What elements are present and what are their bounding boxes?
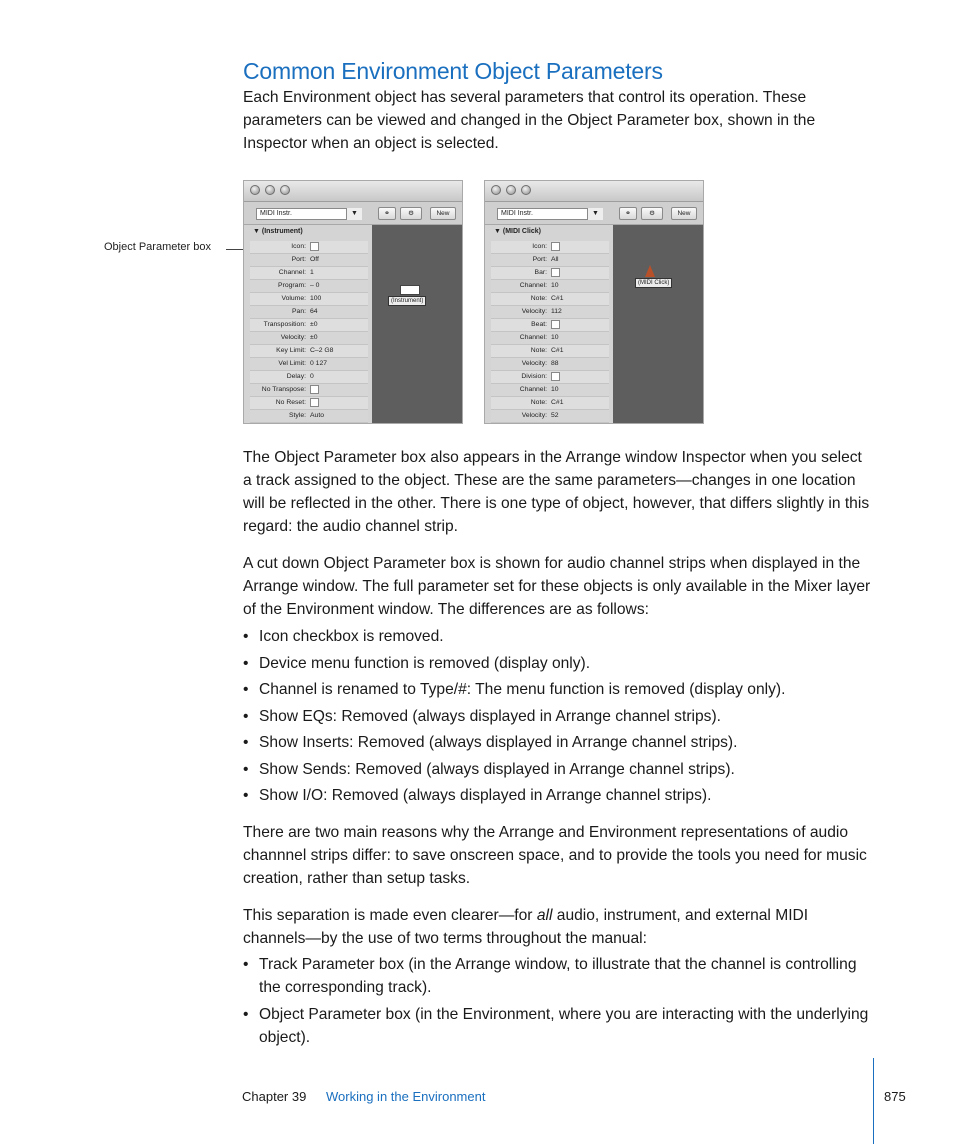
- parameter-checkbox[interactable]: [310, 242, 319, 251]
- parameter-value[interactable]: All: [551, 256, 559, 263]
- parameter-checkbox[interactable]: [551, 242, 560, 251]
- parameter-value[interactable]: [551, 267, 563, 279]
- parameter-label: Style:: [289, 412, 306, 419]
- new-button[interactable]: New: [671, 207, 697, 220]
- bullet-marker: •: [243, 681, 249, 698]
- parameter-value[interactable]: [310, 397, 322, 409]
- list-item-text: Track Parameter box (in the Arrange window, to illustrate that the channel is controlling the corresponding track).: [259, 956, 857, 996]
- parameter-label: Velocity:: [280, 334, 306, 341]
- parameter-row[interactable]: [491, 254, 609, 267]
- toolbar: [244, 202, 462, 225]
- parameter-value[interactable]: 0: [310, 373, 314, 380]
- bullet-marker: •: [243, 787, 249, 804]
- parameter-row[interactable]: [491, 410, 609, 423]
- metronome-icon[interactable]: [645, 265, 655, 277]
- parameter-row[interactable]: [250, 241, 368, 254]
- list-item-text: Object Parameter box (in the Environment, where you are interacting with the underlying object).: [259, 1005, 869, 1046]
- parameter-row[interactable]: [491, 397, 609, 410]
- parameter-value[interactable]: 0 127: [310, 360, 328, 367]
- parameter-row[interactable]: [250, 267, 368, 280]
- parameter-label: Note:: [530, 347, 547, 354]
- chevron-down-icon[interactable]: ▼: [587, 208, 603, 220]
- parameter-label: Division:: [521, 373, 547, 380]
- list-item: [243, 1003, 873, 1049]
- paragraph-reasons: There are two main reasons why the Arrange and Environment representations of audio channnel strips differ: to save onscreen space, and to provide the tools you need for music creation, rather than setup tasks.: [243, 824, 867, 887]
- list-item: [243, 625, 873, 648]
- parameter-label: Velocity:: [521, 360, 547, 367]
- parameter-value[interactable]: 1: [310, 269, 314, 276]
- parameter-row[interactable]: [250, 319, 368, 332]
- parameter-row[interactable]: [250, 397, 368, 410]
- parameter-value[interactable]: ±0: [310, 334, 318, 341]
- new-button[interactable]: New: [430, 207, 456, 220]
- parameter-value[interactable]: [551, 319, 563, 331]
- parameter-label: Volume:: [281, 295, 306, 302]
- parameter-row[interactable]: [250, 345, 368, 358]
- list-item-text: Show EQs: Removed (always displayed in Arrange channel strips).: [259, 707, 721, 725]
- list-item-text: Show I/O: Removed (always displayed in Arrange channel strips).: [259, 787, 712, 804]
- footer-section-link[interactable]: Working in the Environment: [326, 1089, 486, 1104]
- link-icon[interactable]: ⚭: [619, 207, 637, 220]
- parameter-row[interactable]: [491, 280, 609, 293]
- parameter-box-header[interactable]: ▼ (MIDI Click): [494, 228, 541, 235]
- footer-chapter: Chapter 39: [242, 1089, 307, 1104]
- parameter-label: Channel:: [519, 334, 547, 341]
- parameter-label: Pan:: [292, 308, 306, 315]
- parameter-label: Channel:: [519, 282, 547, 289]
- parameter-value[interactable]: 88: [551, 360, 559, 367]
- differences-list: [243, 625, 873, 811]
- parameter-label: No Transpose:: [261, 386, 306, 393]
- paragraph-arrange-inspector: The Object Parameter box also appears in the Arrange window Inspector when you select a track assigned to the object. These are the same parameters—changes in one location will be reflected in the other. There is one type of object, however, that differs slightly in this regard: the audio channel strip.: [243, 449, 870, 535]
- toolbar: [485, 202, 703, 225]
- environment-window-midi-click: [484, 180, 704, 424]
- parameter-value[interactable]: 10: [551, 334, 559, 341]
- parameter-label: Program:: [278, 282, 306, 289]
- gear-icon[interactable]: ⚙: [641, 207, 663, 220]
- zoom-button[interactable]: [280, 185, 290, 195]
- intro-paragraph: Each Environment object has several parameters that control its operation. These parameters can be viewed and changed in the Object Parameter box, shown in the Inspector when an object is selected.: [243, 89, 816, 152]
- paragraph-cut-down: A cut down Object Parameter box is shown for audio channel strips when displayed in the Arrange window. The full parameter set for these objects is only available in the Mixer layer of the Environment window. The differences are as follows:: [243, 555, 871, 618]
- close-button[interactable]: [491, 185, 501, 195]
- midi-click-object-label[interactable]: (MIDI Click): [635, 278, 672, 288]
- parameter-value[interactable]: C#1: [551, 295, 564, 302]
- parameter-row[interactable]: [491, 371, 609, 384]
- parameter-rows: [491, 241, 609, 423]
- parameter-value[interactable]: 52: [551, 412, 559, 419]
- parameter-row[interactable]: [491, 306, 609, 319]
- zoom-button[interactable]: [521, 185, 531, 195]
- parameter-row[interactable]: [491, 319, 609, 332]
- parameter-row[interactable]: [491, 345, 609, 358]
- parameter-row[interactable]: [250, 358, 368, 371]
- parameter-checkbox[interactable]: [551, 372, 560, 381]
- parameter-label: Vel Limit:: [278, 360, 306, 367]
- parameter-value[interactable]: [310, 384, 322, 396]
- environment-window-instrument: [243, 180, 463, 424]
- instrument-object-label[interactable]: (Instrument): [388, 296, 426, 306]
- list-item: [243, 731, 873, 754]
- object-parameter-box: [250, 225, 368, 423]
- parameter-value[interactable]: 100: [310, 295, 322, 302]
- parameter-label: Note:: [530, 399, 547, 406]
- bullet-marker: •: [243, 734, 249, 751]
- terms-list: [243, 953, 873, 1052]
- footer-divider: [873, 1058, 874, 1144]
- parameter-label: Transposition:: [263, 321, 306, 328]
- parameter-row[interactable]: [250, 332, 368, 345]
- minimize-button[interactable]: [265, 185, 275, 195]
- paragraph-separation: This separation is made even clearer—for all audio, instrument, and external MIDI channels—by the use of two terms throughout the manual:: [243, 907, 809, 947]
- bullet-marker: •: [243, 654, 249, 672]
- parameter-row[interactable]: [491, 332, 609, 345]
- parameter-label: Icon:: [291, 243, 306, 250]
- parameter-label: No Reset:: [275, 399, 306, 406]
- list-item-text: Show Inserts: Removed (always displayed in Arrange channel strips).: [259, 734, 738, 751]
- bullet-marker: •: [243, 1005, 249, 1023]
- bullet-marker: •: [243, 760, 249, 778]
- parameter-value[interactable]: C#1: [551, 347, 564, 354]
- chevron-down-icon[interactable]: ▼: [346, 208, 362, 220]
- parameter-value[interactable]: – 0: [310, 282, 320, 289]
- parameter-row[interactable]: [491, 384, 609, 397]
- layer-select[interactable]: MIDI Instr.: [497, 208, 603, 220]
- parameter-checkbox[interactable]: [551, 320, 560, 329]
- parameter-label: Velocity:: [521, 308, 547, 315]
- environment-canvas[interactable]: [372, 225, 462, 423]
- parameter-value[interactable]: C–2 G8: [310, 347, 334, 354]
- parameter-row[interactable]: [491, 267, 609, 280]
- link-icon[interactable]: ⚭: [378, 207, 396, 220]
- section-title: Common Environment Object Parameters: [243, 58, 663, 84]
- list-item-text: Channel is renamed to Type/#: The menu function is removed (display only).: [259, 681, 786, 698]
- parameter-value[interactable]: ±0: [310, 321, 318, 328]
- parameter-row[interactable]: [491, 241, 609, 254]
- parameter-row[interactable]: [250, 254, 368, 267]
- parameter-value[interactable]: Off: [310, 256, 319, 263]
- parameter-value[interactable]: 112: [551, 308, 562, 315]
- parameter-row[interactable]: [250, 410, 368, 423]
- titlebar: [244, 181, 462, 202]
- parameter-value[interactable]: 10: [551, 282, 559, 289]
- parameter-label: Channel:: [519, 386, 547, 393]
- parameter-row[interactable]: [250, 384, 368, 397]
- parameter-row[interactable]: [250, 371, 368, 384]
- emphasis-all: all: [536, 907, 553, 924]
- environment-canvas[interactable]: [613, 225, 703, 423]
- parameter-label: Delay:: [286, 373, 306, 380]
- gear-icon[interactable]: ⚙: [400, 207, 422, 220]
- parameter-row[interactable]: [250, 293, 368, 306]
- parameter-value[interactable]: [551, 241, 563, 253]
- parameter-label: Velocity:: [521, 412, 547, 419]
- list-item: [243, 953, 873, 999]
- parameter-rows: [250, 241, 368, 423]
- list-item: [243, 678, 873, 701]
- list-item: [243, 784, 873, 807]
- parameter-checkbox[interactable]: [310, 385, 319, 394]
- parameter-label: Key Limit:: [276, 347, 306, 354]
- list-item: [243, 758, 873, 781]
- parameter-value[interactable]: C#1: [551, 399, 564, 406]
- parameter-box-header[interactable]: ▼ (Instrument): [253, 228, 303, 235]
- parameter-value[interactable]: 10: [551, 386, 559, 393]
- parameter-label: Channel:: [278, 269, 306, 276]
- list-item-text: Icon checkbox is removed.: [259, 628, 444, 645]
- object-parameter-box: [491, 225, 609, 423]
- list-item: [243, 652, 873, 675]
- minimize-button[interactable]: [506, 185, 516, 195]
- parameter-row[interactable]: [491, 358, 609, 371]
- list-item-text: Show Sends: Removed (always displayed in Arrange channel strips).: [259, 760, 735, 778]
- callout-label: Object Parameter box: [104, 241, 211, 253]
- titlebar: [485, 181, 703, 202]
- parameter-value[interactable]: [551, 371, 563, 383]
- bullet-marker: •: [243, 956, 249, 973]
- parameter-label: Icon:: [532, 243, 547, 250]
- parameter-value[interactable]: 64: [310, 308, 318, 315]
- parameter-label: Beat:: [531, 321, 547, 328]
- parameter-label: Bar:: [534, 269, 547, 276]
- parameter-checkbox[interactable]: [551, 268, 560, 277]
- page-number: 875: [884, 1089, 906, 1104]
- parameter-value[interactable]: [310, 241, 322, 253]
- close-button[interactable]: [250, 185, 260, 195]
- bullet-marker: •: [243, 628, 249, 645]
- parameter-label: Port:: [532, 256, 547, 263]
- layer-select[interactable]: MIDI Instr.: [256, 208, 362, 220]
- parameter-row[interactable]: [250, 280, 368, 293]
- parameter-checkbox[interactable]: [310, 398, 319, 407]
- list-item: [243, 705, 873, 728]
- list-item-text: Device menu function is removed (display only).: [259, 654, 591, 672]
- parameter-row[interactable]: [250, 306, 368, 319]
- bullet-marker: •: [243, 707, 249, 725]
- instrument-icon[interactable]: [400, 285, 420, 295]
- parameter-label: Note:: [530, 295, 547, 302]
- parameter-row[interactable]: [491, 293, 609, 306]
- parameter-value[interactable]: Auto: [310, 412, 324, 419]
- parameter-label: Port:: [291, 256, 306, 263]
